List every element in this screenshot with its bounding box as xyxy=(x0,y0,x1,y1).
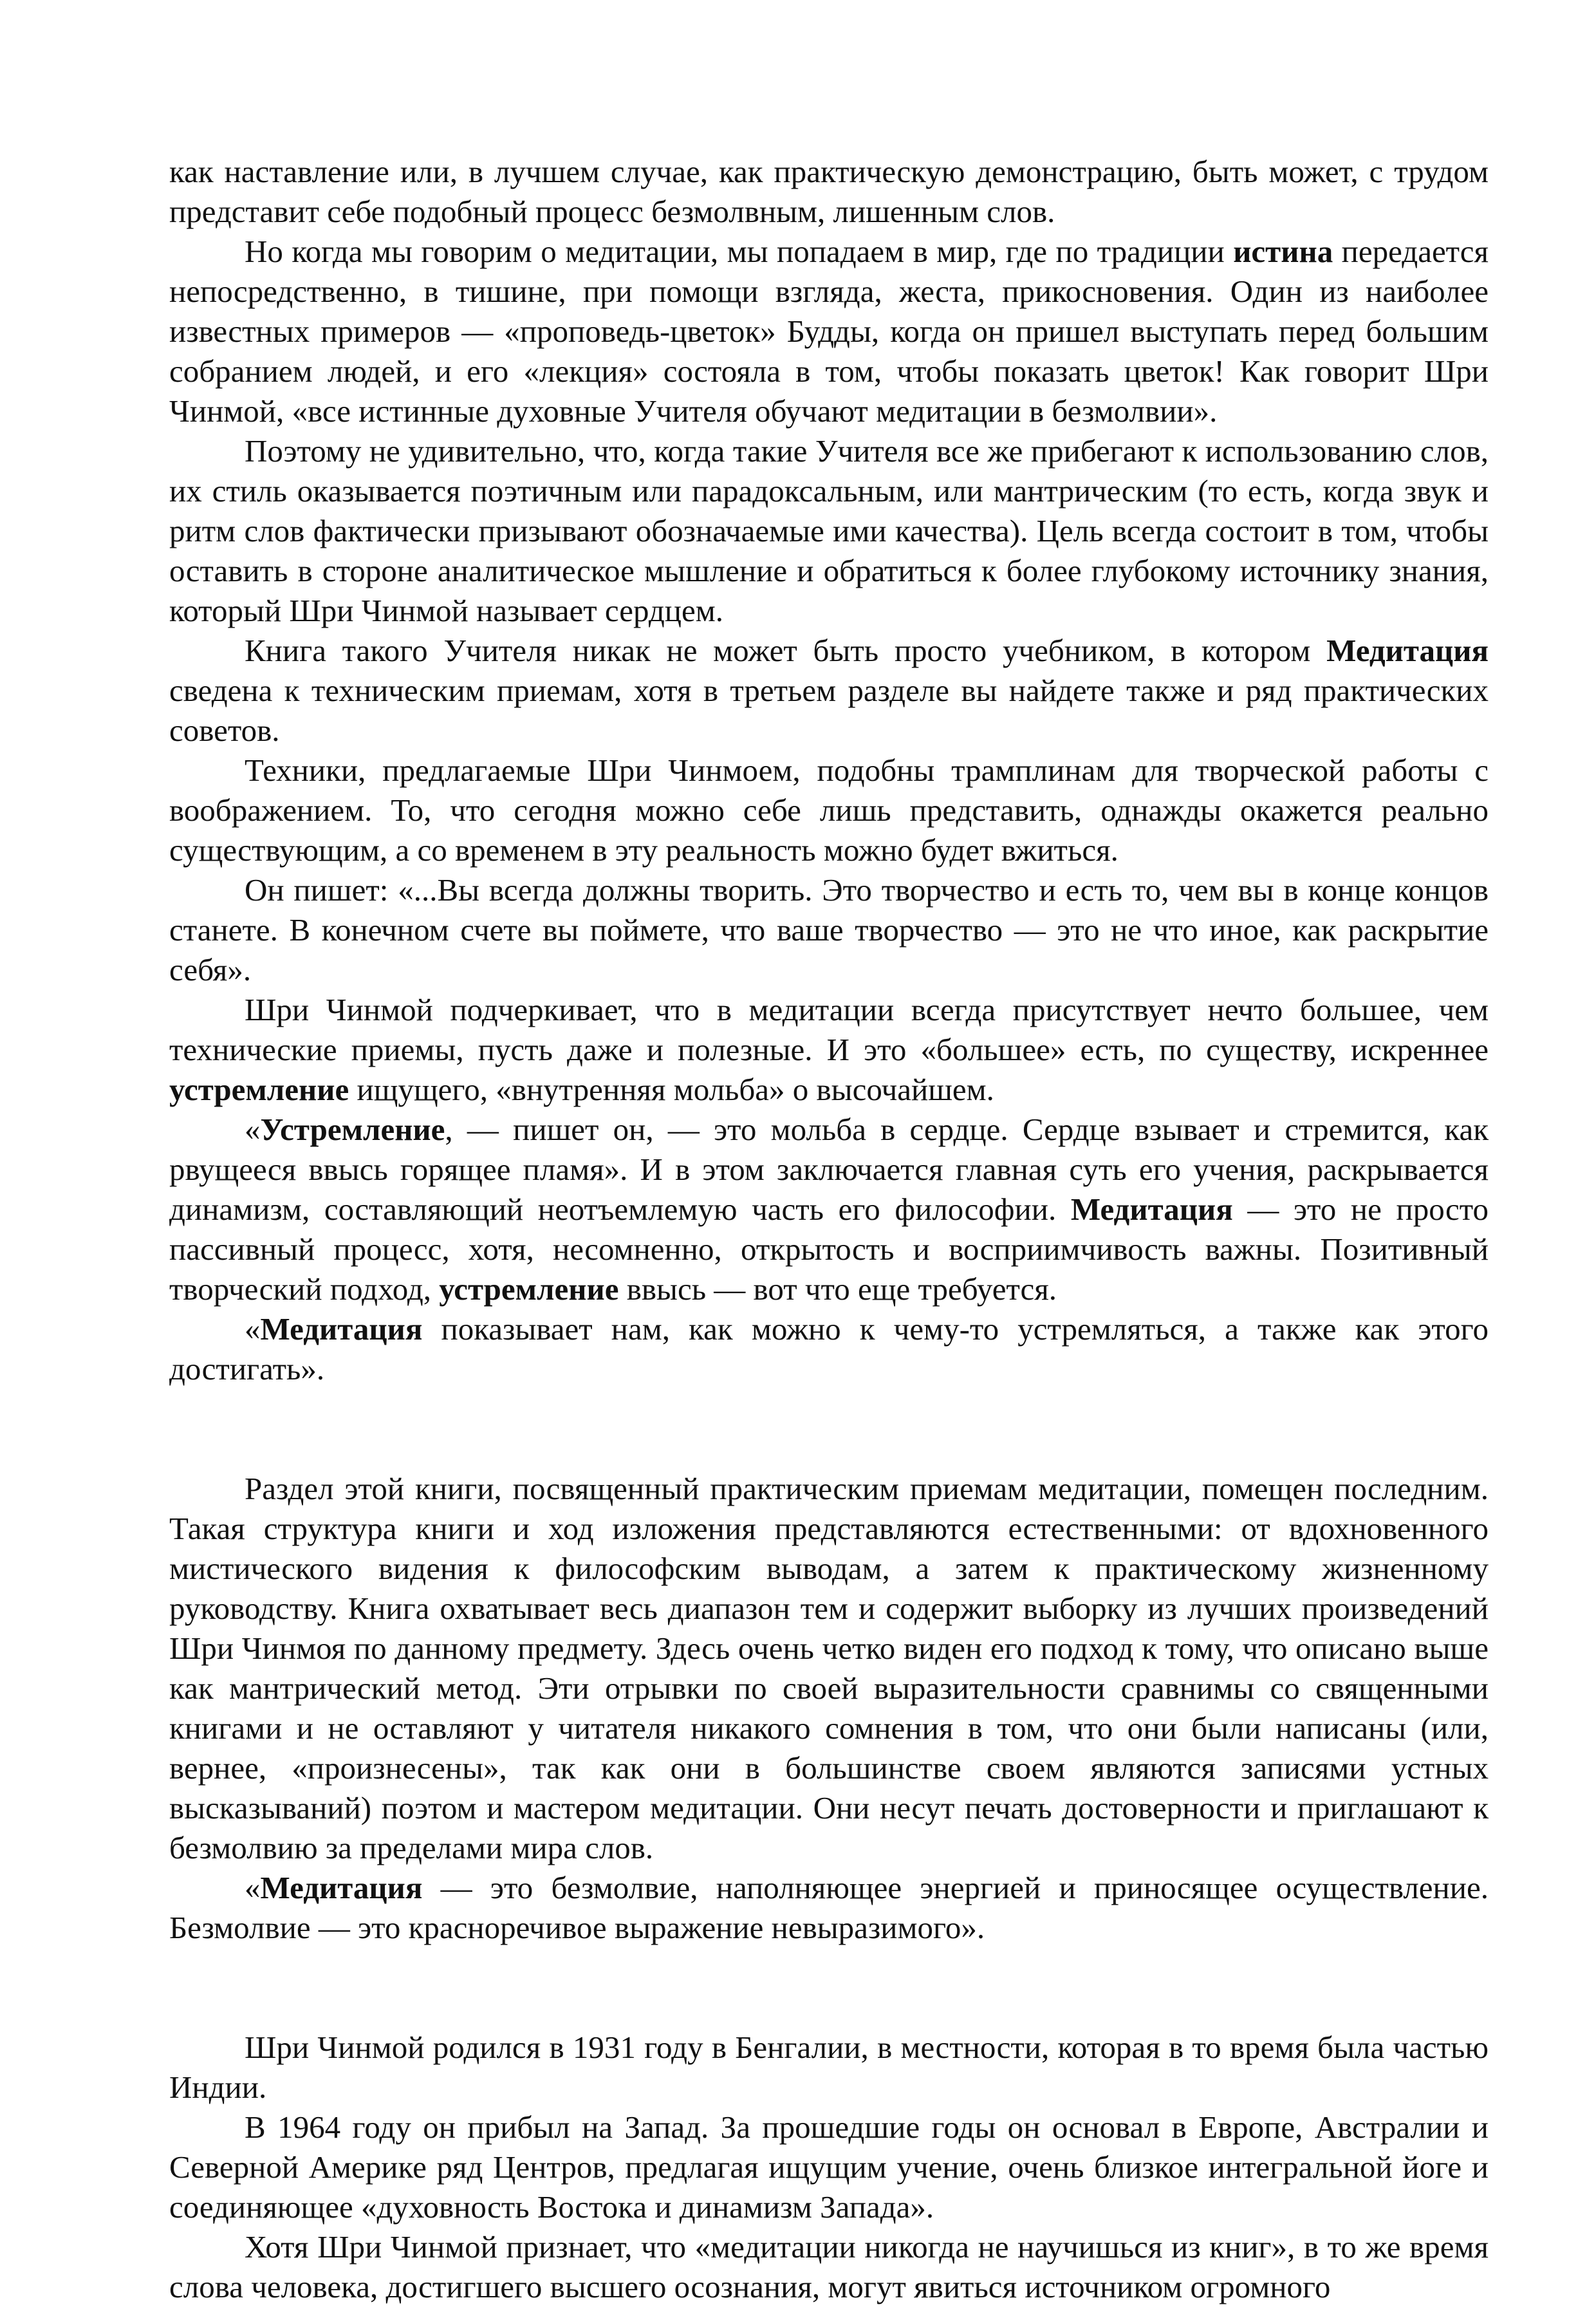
paragraph-8: «Устремление, — пишет он, — это мольба в сердце. Сердце взывает и стремится, как рвущееся ввысь горящее пламя». И в этом заключается главная суть его учения, раскрывается динамизм, составляющий неотъемлемую часть его философии. Медитация — это не просто пассивный процесс, хотя, несомненно, открытость и восприимчивость важны. Позитивный творческий подход, устремление ввысь — вот что еще требуется. xyxy=(169,1112,1489,1307)
paragraph-10: Раздел этой книги, посвященный практическим приемам медитации, помещен последним. Такая структура книги и ход изложения представляются естественными: от вдохновенного мистического видения к философским выводам, а затем к практическому жизненному руководству. Книга охватывает весь диапазон тем и содержит выборку из лучших произведений Шри Чинмоя по данному предмету. Здесь очень четко виден его подход к тому, что описано выше как мантрический метод. Эти отрывки по своей выразительности сравнимы со священными книгами и не оставляют у читателя никакого сомнения в том, что они были написаны (или, вернее, «произнесены», так как они в большинстве своем являются записями устных высказываний) поэтом и мастером медитации. Они несут печать достоверности и приглашают к безмолвию за пределами мира слов. xyxy=(169,1471,1489,1865)
paragraph-12: Шри Чинмой родился в 1931 году в Бенгалии, в местности, которая в то время была частью Индии. xyxy=(169,2030,1489,2105)
bold-term: Медитация xyxy=(260,1870,423,1905)
paragraph-11: «Медитация — это безмолвие, наполняющее энергией и приносящее осуществление. Безмолвие — это красноречивое выражение невыразимого». xyxy=(169,1870,1489,1945)
paragraph-14: Хотя Шри Чинмой признает, что «медитации никогда не научишься из книг», в то же время слова человека, достигшего высшего осознания, могут явиться источником огромного xyxy=(169,2229,1489,2304)
bold-term: устремление xyxy=(439,1271,619,1307)
paragraph-9: «Медитация показывает нам, как можно к чему-то устремляться, а также как этого достигать». xyxy=(169,1311,1489,1387)
bold-term: устремление xyxy=(169,1072,349,1107)
paragraph-6: Он пишет: «...Вы всегда должны творить. Это творчество и есть то, чем вы в конце концов станете. В конечном счете вы поймете, что ваше творчество — это не что иное, как раскрытие себя». xyxy=(169,872,1489,987)
bold-term: истина xyxy=(1233,234,1333,269)
bold-term: Медитация xyxy=(260,1311,423,1347)
paragraph-1: как наставление или, в лучшем случае, как практическую демонстрацию, быть может, с трудом представит себе подобный процесс безмолвным, лишенным слов. xyxy=(169,154,1489,229)
paragraph-2: Но когда мы говорим о медитации, мы попадаем в мир, где по традиции истина передается непосредственно, в тишине, при помощи взгляда, жеста, прикосновения. Один из наиболее известных примеров — «проповедь-цветок» Будды, когда он пришел выступать перед большим собранием людей, и его «лекция» состояла в том, чтобы показать цветок! Как говорит Шри Чинмой, «все истинные духовные Учителя обучают медитации в безмолвии». xyxy=(169,234,1489,429)
section-gap xyxy=(169,1948,1489,2028)
paragraph-13: В 1964 году он прибыл на Запад. За прошедшие годы он основал в Европе, Австралии и Северной Америке ряд Центров, предлагая ищущим учение, очень близкое интегральной йоге и соединяющее «духовность Востока и динамизм Запада». xyxy=(169,2109,1489,2225)
paragraph-5: Техники, предлагаемые Шри Чинмоем, подобны трамплинам для творческой работы с воображением. То, что сегодня можно себе лишь представить, однажды окажется реально существующим, а со временем в эту реальность можно будет вжиться. xyxy=(169,752,1489,868)
bold-term: Медитация xyxy=(1070,1191,1233,1227)
bold-term: Устремление xyxy=(260,1112,445,1147)
document-page xyxy=(169,152,1489,2307)
paragraph-7: Шри Чинмой подчеркивает, что в медитации всегда присутствует нечто большее, чем технические приемы, пусть даже и полезные. И это «большее» есть, по существу, искреннее устремление ищущего, «внутренняя мольба» о высочайшем. xyxy=(169,992,1489,1107)
bold-term: Медитация xyxy=(1326,633,1489,668)
paragraph-3: Поэтому не удивительно, что, когда такие Учителя все же прибегают к использованию слов, их стиль оказывается поэтичным или парадоксальным, или мантрическим (то есть, когда звук и ритм слов фактически призывают обозначаемые ими качества). Цель всегда состоит в том, чтобы оставить в стороне аналитическое мышление и обратиться к более глубокому источнику знания, который Шри Чинмой называет сердцем. xyxy=(169,433,1489,628)
section-gap xyxy=(169,1389,1489,1469)
paragraph-4: Книга такого Учителя никак не может быть просто учебником, в котором Медитация сведена к техническим приемам, хотя в третьем разделе вы найдете также и ряд практических советов. xyxy=(169,633,1489,748)
